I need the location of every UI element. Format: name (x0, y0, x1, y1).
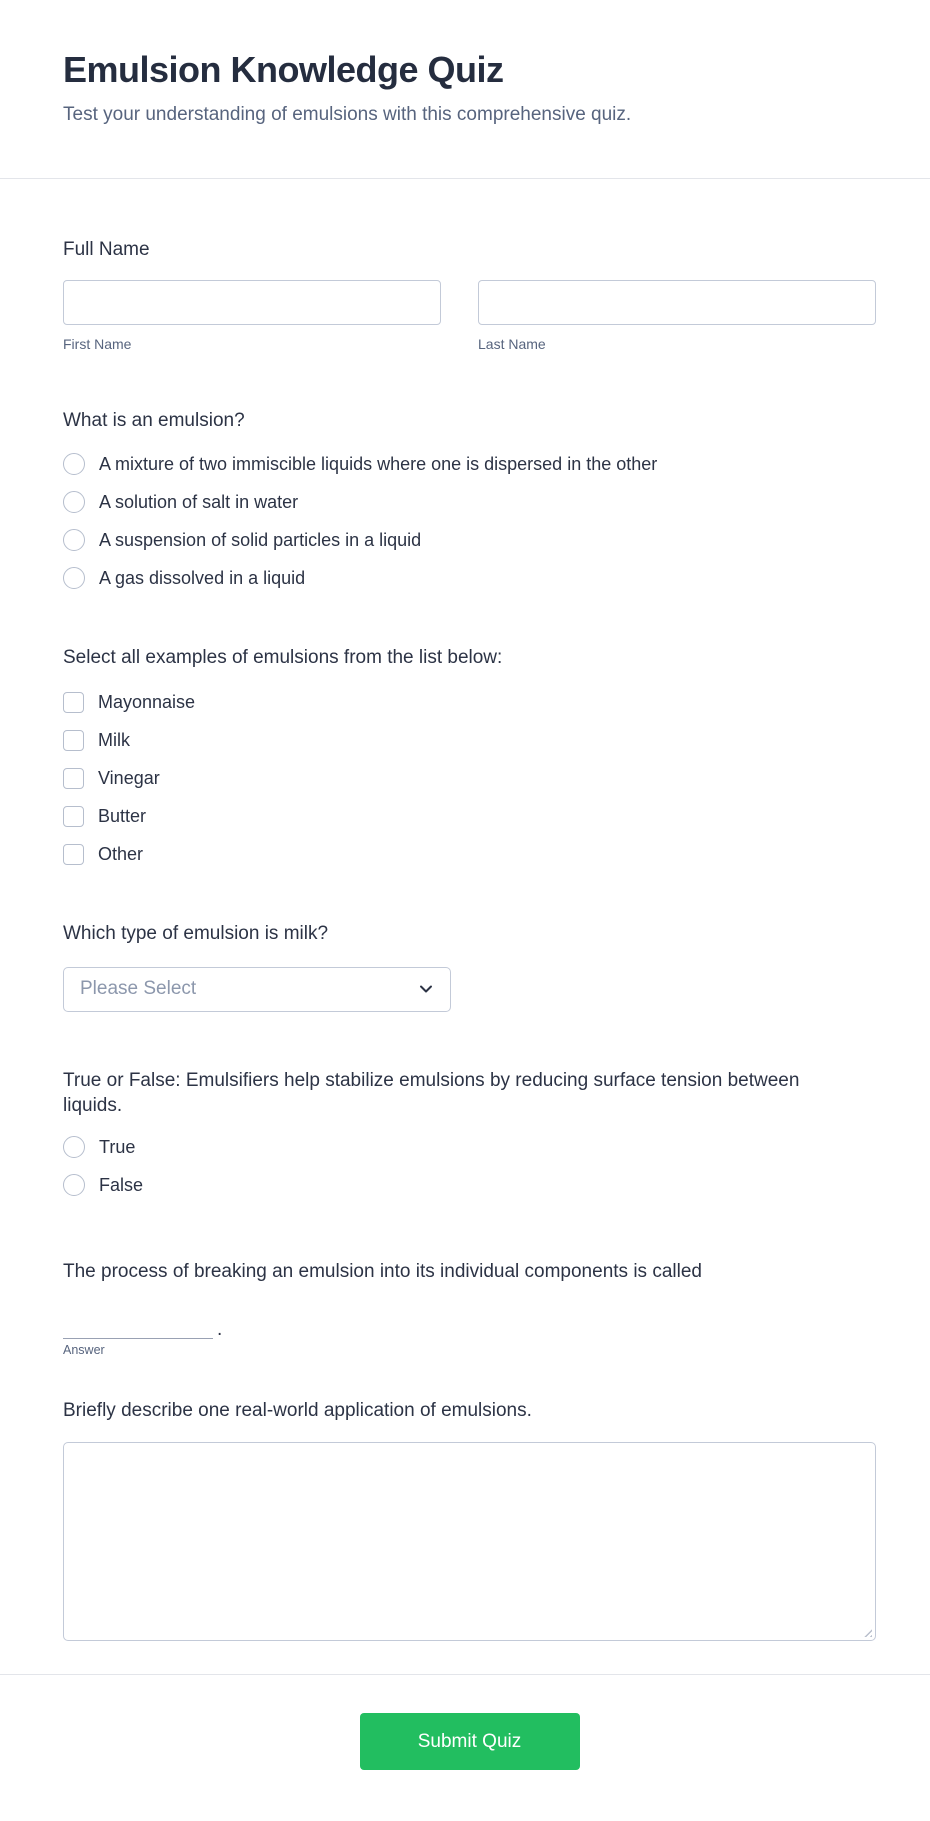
radio-button[interactable] (63, 1136, 85, 1158)
checkbox[interactable] (63, 730, 84, 751)
checkbox[interactable] (63, 692, 84, 713)
last-name-sublabel: Last Name (478, 335, 546, 352)
radio-option (63, 1136, 876, 1158)
radio-button[interactable] (63, 453, 85, 475)
question-examples (63, 645, 876, 865)
radio-option (63, 491, 876, 513)
bottom-spacer (0, 1770, 930, 1821)
truefalse-question-label: True or False: Emulsifiers help stabilize emulsions by reducing surface tension between liquids. (63, 1069, 800, 1117)
question-fill-blank (63, 1259, 876, 1357)
checkbox-option (63, 691, 876, 713)
checkbox-option (63, 767, 876, 789)
checkbox[interactable] (63, 844, 84, 865)
question-describe (63, 1398, 876, 1642)
checkbox-option-label[interactable]: Milk (98, 729, 130, 750)
radio-option (63, 453, 876, 475)
answer-sublabel: Answer (63, 1342, 105, 1357)
radio-option (63, 567, 876, 589)
fill-question-text: The process of breaking an emulsion into its individual components is called (63, 1261, 702, 1283)
form-footer (0, 1675, 930, 1770)
describe-textarea[interactable] (63, 1442, 876, 1641)
form-subtitle: Test your understanding of emulsions with this comprehensive quiz. (63, 104, 632, 126)
form-title: Emulsion Knowledge Quiz (63, 49, 504, 90)
chevron-down-icon (418, 981, 434, 997)
checkbox[interactable] (63, 806, 84, 827)
form-body (0, 237, 930, 1641)
radio-option-label[interactable]: A solution of salt in water (99, 491, 299, 512)
definition-options (63, 453, 876, 589)
milk-type-select[interactable] (63, 967, 451, 1012)
checkbox-option-label[interactable]: Other (98, 843, 144, 864)
first-name-field (63, 280, 441, 352)
radio-button[interactable] (63, 567, 85, 589)
radio-option-label[interactable]: False (99, 1174, 144, 1195)
name-row (63, 280, 876, 352)
form-header (0, 0, 930, 126)
select-placeholder: Please Select (80, 978, 197, 1000)
radio-option-label[interactable]: A suspension of solid particles in a liquid (99, 529, 422, 550)
radio-button[interactable] (63, 1174, 85, 1196)
milk-type-question-label: Which type of emulsion is milk? (63, 923, 329, 945)
checkbox-option (63, 729, 876, 751)
examples-options (63, 691, 876, 865)
fill-blank-input[interactable] (63, 1319, 213, 1339)
first-name-input[interactable] (63, 280, 441, 325)
question-fullname (63, 237, 876, 352)
checkbox-option-label[interactable]: Mayonnaise (98, 691, 196, 712)
first-name-sublabel: First Name (63, 335, 132, 352)
checkbox[interactable] (63, 768, 84, 789)
radio-option-label[interactable]: A gas dissolved in a liquid (99, 567, 306, 588)
checkbox-option (63, 843, 876, 865)
question-truefalse (63, 1068, 876, 1196)
radio-option (63, 1174, 876, 1196)
submit-button[interactable]: Submit Quiz (360, 1713, 580, 1770)
checkbox-option-label[interactable]: Vinegar (98, 767, 160, 788)
fill-suffix: . (217, 1318, 223, 1340)
truefalse-options (63, 1136, 876, 1196)
checkbox-option (63, 805, 876, 827)
radio-button[interactable] (63, 529, 85, 551)
question-definition (63, 408, 876, 590)
describe-textarea-wrap (63, 1442, 876, 1641)
header-divider (0, 178, 930, 179)
last-name-input[interactable] (478, 280, 876, 325)
examples-question-label: Select all examples of emulsions from the list below: (63, 647, 503, 669)
radio-button[interactable] (63, 491, 85, 513)
question-milk-type (63, 921, 876, 1012)
definition-question-label: What is an emulsion? (63, 409, 245, 431)
radio-option-label[interactable]: True (99, 1136, 136, 1157)
fullname-label: Full Name (63, 239, 150, 261)
describe-question-label: Briefly describe one real-world application of emulsions. (63, 1399, 532, 1421)
fill-blank-row (63, 1319, 876, 1339)
checkbox-option-label[interactable]: Butter (98, 805, 147, 826)
radio-option (63, 529, 876, 551)
radio-option-label[interactable]: A mixture of two immiscible liquids where one is dispersed in the other (99, 453, 658, 474)
last-name-field (478, 280, 876, 352)
